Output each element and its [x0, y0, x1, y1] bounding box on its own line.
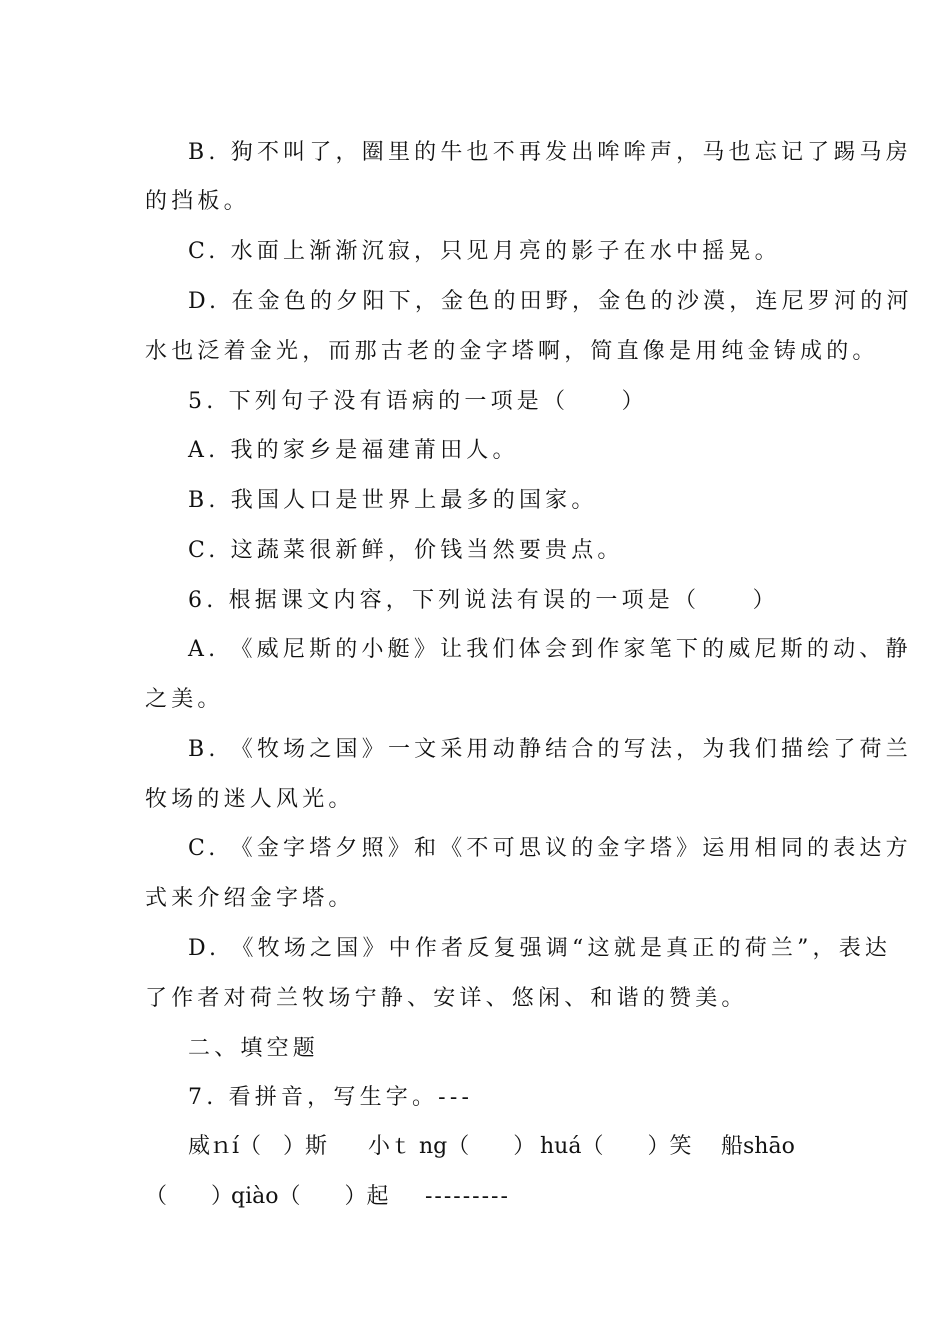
section-heading: 二、填空题 — [188, 1036, 320, 1061]
option-d-line2: 水也泛着金光，而那古老的金字塔啊，简直像是用纯金铸成的。 — [145, 339, 879, 364]
q6-option-d-line1: D. 《牧场之国》中作者反复强调“这就是真正的荷兰”，表达 — [188, 936, 892, 961]
option-b-line2: 的挡板。 — [145, 189, 250, 214]
question-6: 6. 根据课文内容，下列说法有误的一项是（ ） — [188, 588, 779, 613]
q5-option-a: A. 我的家乡是福建莆田人。 — [188, 438, 519, 463]
question-5: 5. 下列句子没有语病的一项是（ ） — [188, 389, 648, 414]
question-7: 7. 看拼音，写生字。--- — [188, 1085, 474, 1110]
pinyin-item-5: （ ） — [145, 1184, 234, 1209]
option-b-line1: B. 狗不叫了，圈里的牛也不再发出哞哞声，马也忘记了踢马房 — [188, 140, 912, 165]
pinyin-item-2: 小ｔ ng（ ） — [368, 1134, 536, 1159]
option-d-line1: D. 在金色的夕阳下，金色的田野，金色的沙漠，连尼罗河的河 — [188, 289, 913, 314]
pinyin-item-4: 船shāo — [721, 1134, 795, 1159]
q5-option-b: B. 我国人口是世界上最多的国家。 — [188, 488, 598, 513]
q5-option-c: C. 这蔬菜很新鲜，价钱当然要贵点。 — [188, 538, 624, 563]
pinyin-item-6: qiào（ ）起 — [231, 1184, 389, 1209]
q6-option-c-line2: 式来介绍金字塔。 — [145, 886, 355, 911]
q6-option-a-line1: A. 《威尼斯的小艇》让我们体会到作家笔下的威尼斯的动、静 — [188, 637, 912, 662]
dash-tail: --------- — [425, 1184, 510, 1209]
pinyin-item-1: 威ｎí（ ）斯 — [188, 1134, 328, 1159]
q6-option-c-line1: C. 《金字塔夕照》和《不可思议的金字塔》运用相同的表达方 — [188, 836, 912, 861]
q6-option-d-line2: 了作者对荷兰牧场宁静、安详、悠闲、和谐的赞美。 — [145, 986, 748, 1011]
pinyin-item-3: huá（ ）笑 — [540, 1134, 692, 1159]
q6-option-a-line2: 之美。 — [145, 687, 224, 712]
q6-option-b-line2: 牧场的迷人风光。 — [145, 787, 355, 812]
q6-option-b-line1: B. 《牧场之国》一文采用动静结合的写法，为我们描绘了荷兰 — [188, 737, 912, 762]
option-c-line: C. 水面上渐渐沉寂，只见月亮的影子在水中摇晃。 — [188, 239, 781, 264]
